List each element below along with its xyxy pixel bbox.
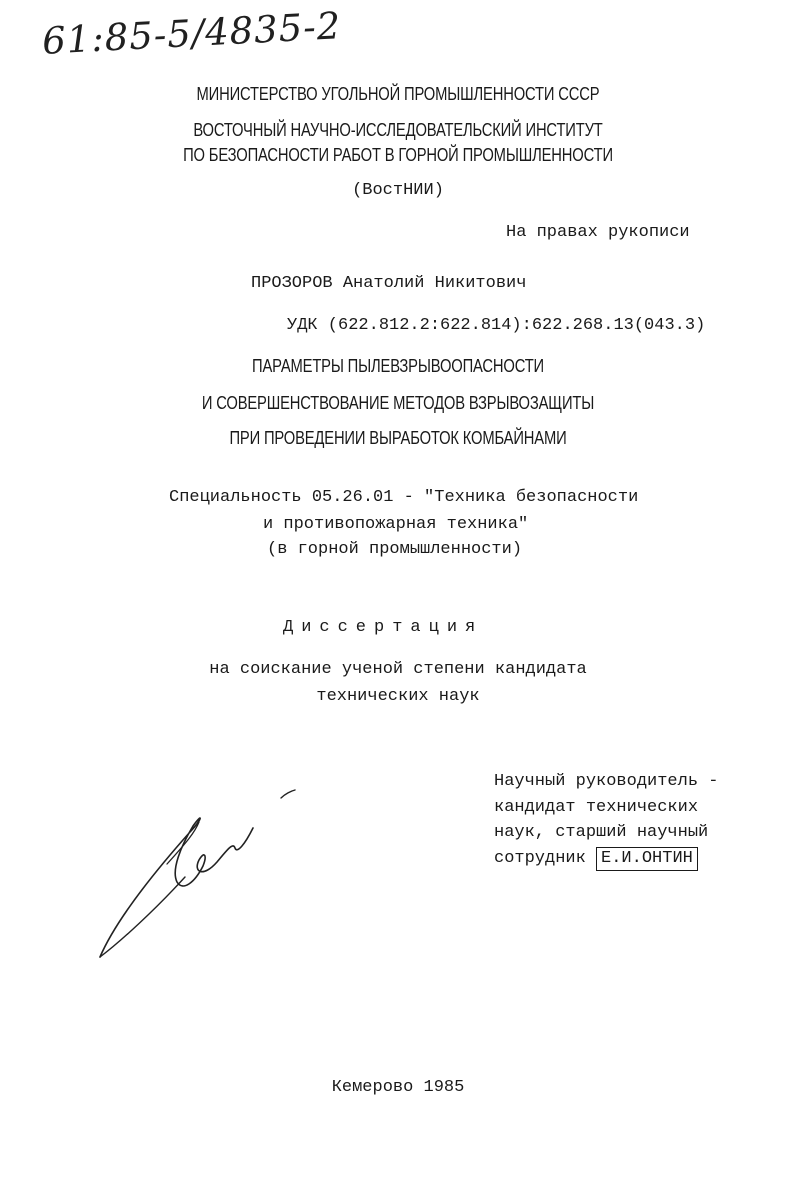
- supervisor-line1: Научный руководитель -: [494, 772, 719, 791]
- title-line3: ПРИ ПРОВЕДЕНИИ ВЫРАБОТОК КОМБАЙНАМИ: [229, 428, 567, 448]
- specialty-line2: и противопожарная техника": [263, 515, 529, 534]
- supervisor-line2: кандидат технических: [494, 798, 699, 817]
- handwritten-signature: [95, 782, 310, 967]
- title-line1: ПАРАМЕТРЫ ПЫЛЕВЗРЫВООПАСНОСТИ: [252, 356, 544, 376]
- supervisor-name-box: Е.И.ОНТИН: [596, 847, 698, 871]
- specialty-line1: Специальность 05.26.01 - "Техника безопасности: [169, 488, 639, 507]
- degree-line1: на соискание ученой степени кандидата: [209, 660, 587, 679]
- udc-code: УДК (622.812.2:622.814):622.268.13(043.3): [287, 316, 706, 335]
- institute-heading-line2: ПО БЕЗОПАСНОСТИ РАБОТ В ГОРНОЙ ПРОМЫШЛЕННОСТИ: [183, 145, 613, 165]
- city-year: Кемерово 1985: [331, 1078, 465, 1097]
- supervisor-line3: наук, старший научный: [494, 823, 709, 842]
- archive-handwritten-mark: 61:85-5/4835-2: [41, 4, 343, 63]
- supervisor-title: сотрудник: [494, 849, 586, 868]
- dissertation-label: Диссертация: [283, 618, 484, 637]
- institute-heading-line1: ВОСТОЧНЫЙ НАУЧНО-ИССЛЕДОВАТЕЛЬСКИЙ ИНСТИТУТ: [193, 120, 603, 140]
- title-line2: И СОВЕРШЕНСТВОВАНИЕ МЕТОДОВ ВЗРЫВОЗАЩИТЫ: [201, 393, 595, 413]
- specialty-line3: (в горной промышленности): [267, 540, 523, 559]
- author-name: ПРОЗОРОВ Анатолий Никитович: [251, 274, 527, 293]
- degree-line2: технических наук: [316, 687, 480, 706]
- manuscript-rights-note: На правах рукописи: [506, 223, 690, 242]
- supervisor-line4: [494, 849, 698, 869]
- institute-abbreviation: (ВостНИИ): [352, 181, 444, 200]
- ministry-heading: МИНИСТЕРСТВО УГОЛЬНОЙ ПРОМЫШЛЕННОСТИ СССР: [196, 84, 600, 104]
